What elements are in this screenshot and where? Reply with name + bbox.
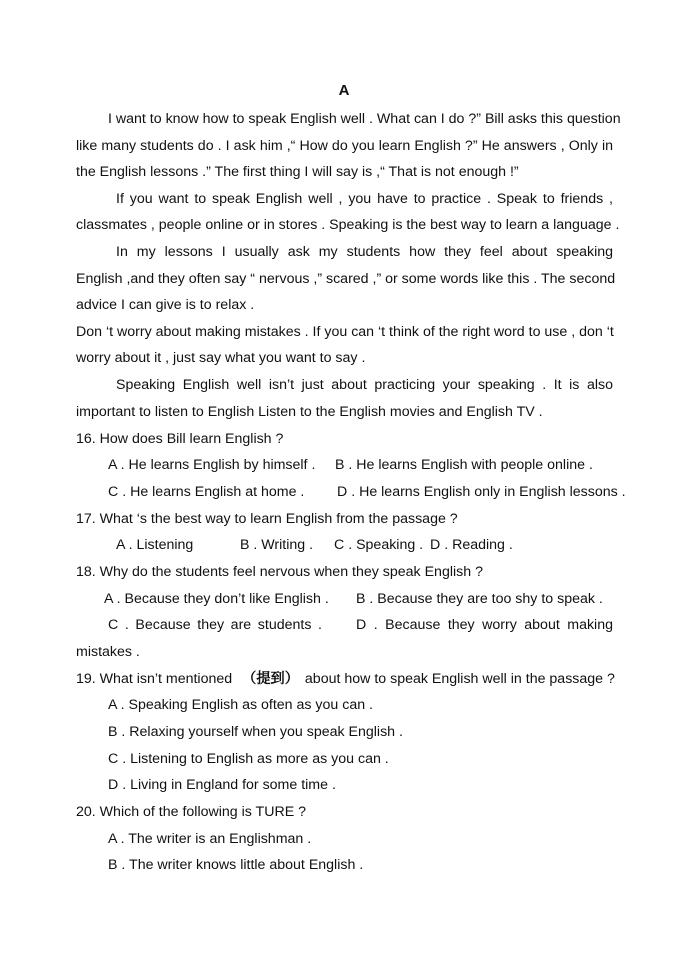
passage-line: worry about it , just say what you want to say . [76,350,366,366]
passage-line: I want to know how to speak English well . What can I do ?” Bill asks this question [108,111,621,127]
option-16-a: A . He learns English by himself . [108,457,316,473]
passage-line: English ,and they often say “ nervous ,” scared ,” or some words like this . The second [76,271,616,287]
option-16-d: D . He learns English only in English lessons . [337,484,626,500]
section-title: A [338,82,350,99]
option-18-a: A . Because they don’t like English . [104,591,329,607]
passage-line: In my lessons I usually ask my students how they feel about speaking [116,244,613,260]
option-17-c: C . Speaking . [334,537,424,553]
passage-line: Don ‘t worry about making mistakes . If you can ‘t think of the right word to use , don ‘t [76,324,614,340]
passage-line: advice I can give is to relax . [76,297,255,313]
option-18-b: B . Because they are too shy to speak . [356,591,603,607]
option-19-a: A . Speaking English as often as you can . [108,697,374,713]
option-18-d: D . Because they worry about making [356,617,613,633]
option-19-c: C . Listening to English as more as you can . [108,751,389,767]
option-18-d-continued: mistakes . [76,644,140,660]
question-18-stem: 18. Why do the students feel nervous when they speak English ? [76,564,483,580]
passage-line: like many students do . I ask him ,“ How do you learn English ?” He answers , Only in [76,138,613,154]
passage-line: important to listen to English Listen to the English movies and English TV . [76,404,543,420]
option-16-b: B . He learns English with people online . [335,457,593,473]
question-20-stem: 20. Which of the following is TURE ? [76,804,306,820]
question-17-stem: 17. What ‘s the best way to learn English from the passage ? [76,511,458,527]
option-18-c: C . Because they are students . [108,617,322,633]
question-19-stem-start: 19. What isn’t mentioned [76,671,233,687]
option-19-d: D . Living in England for some time . [108,777,336,793]
passage-line: If you want to speak English well , you have to practice . Speak to friends , [116,191,613,207]
option-16-c: C . He learns English at home . [108,484,305,500]
option-20-b: B . The writer knows little about English . [108,857,364,873]
passage-line: the English lessons .” The first thing I will say is ,“ That is not enough !” [76,164,519,180]
question-19-stem-end: about how to speak English well in the passage ? [304,671,615,687]
option-17-b: B . Writing . [240,537,314,553]
option-20-a: A . The writer is an Englishman . [108,831,312,847]
passage-line: classmates , people online or in stores . Speaking is the best way to learn a language . [76,217,620,233]
passage-line: Speaking English well isn’t just about practicing your speaking . It is also [116,377,613,393]
option-19-b: B . Relaxing yourself when you speak English . [108,724,403,740]
question-19-gloss: （提到） [242,671,299,687]
question-16-stem: 16. How does Bill learn English ? [76,431,284,447]
option-17-a: A . Listening [116,537,194,553]
option-17-d: D . Reading . [430,537,513,553]
question-19-stem [76,669,613,689]
